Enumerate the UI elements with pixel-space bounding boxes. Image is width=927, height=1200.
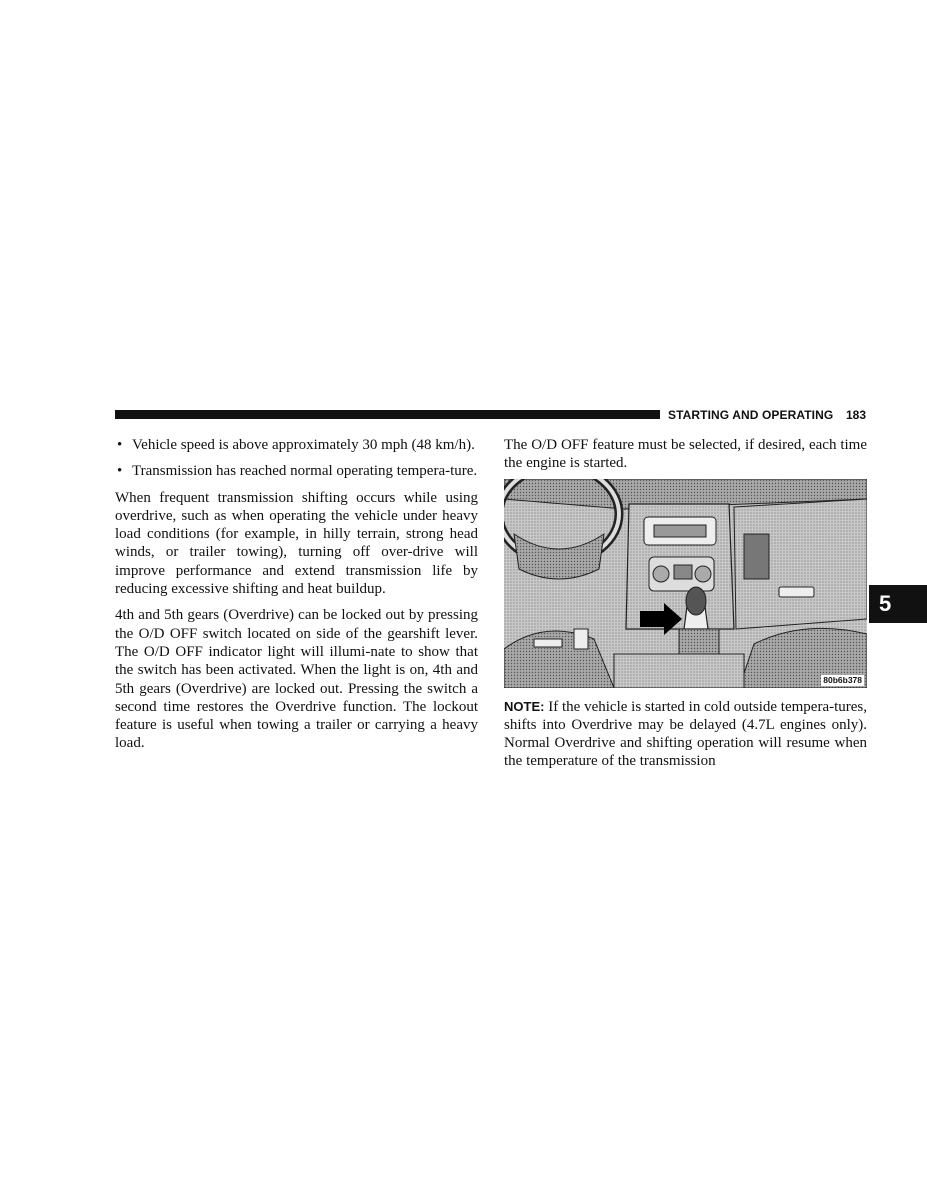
chapter-tab: 5: [869, 585, 927, 623]
bullet-item: [115, 462, 478, 480]
bullet-text: Transmission has reached normal operating tempera-ture.: [132, 463, 478, 480]
figure-code: 80b6b378: [823, 674, 862, 685]
bullet-icon: •: [117, 463, 123, 480]
page-number: 183: [846, 408, 867, 422]
note-text: If the vehicle is started in cold outside tempera-tures, shifts into Overdrive may be delayed (4.7L engines only). Normal Overdrive and shifting operation will resume when the temperature of the transmission: [504, 698, 868, 770]
dashboard-drawing: [504, 479, 867, 688]
bullet-icon: •: [117, 437, 123, 453]
right-column: [504, 436, 867, 779]
note-label: NOTE:: [504, 698, 545, 714]
header-rule: [115, 410, 660, 419]
dashboard-illustration: [504, 479, 867, 688]
bullet-text: Vehicle speed is above approximately 30 mph (48 km/h).: [132, 437, 475, 453]
paragraph: When frequent transmission shifting occurs while using overdrive, such as when operating the vehicle under heavy load conditions (for example, in hilly terrain, strong head winds, or trailer towing), turning off over-drive will improve performance and extend transmission life by reducing excessive shifting and heat buildup.: [115, 489, 478, 598]
bullet-item: [115, 436, 478, 454]
left-column: [115, 436, 478, 761]
note-paragraph: [504, 698, 867, 771]
intro-paragraph: The O/D OFF feature must be selected, if desired, each time the engine is started.: [504, 437, 867, 472]
section-title: STARTING AND OPERATING: [668, 408, 834, 422]
paragraph: 4th and 5th gears (Overdrive) can be locked out by pressing the O/D OFF switch located on side of the gearshift lever. The O/D OFF indicator light will illumi-nate to show that the switch has been activated. When the light is on, 4th and 5th gears (Overdrive) are locked out. Pressing the switch a second time restores the Overdrive function. The lockout feature is useful when towing a trailer or carrying a heavy load.: [115, 607, 478, 752]
